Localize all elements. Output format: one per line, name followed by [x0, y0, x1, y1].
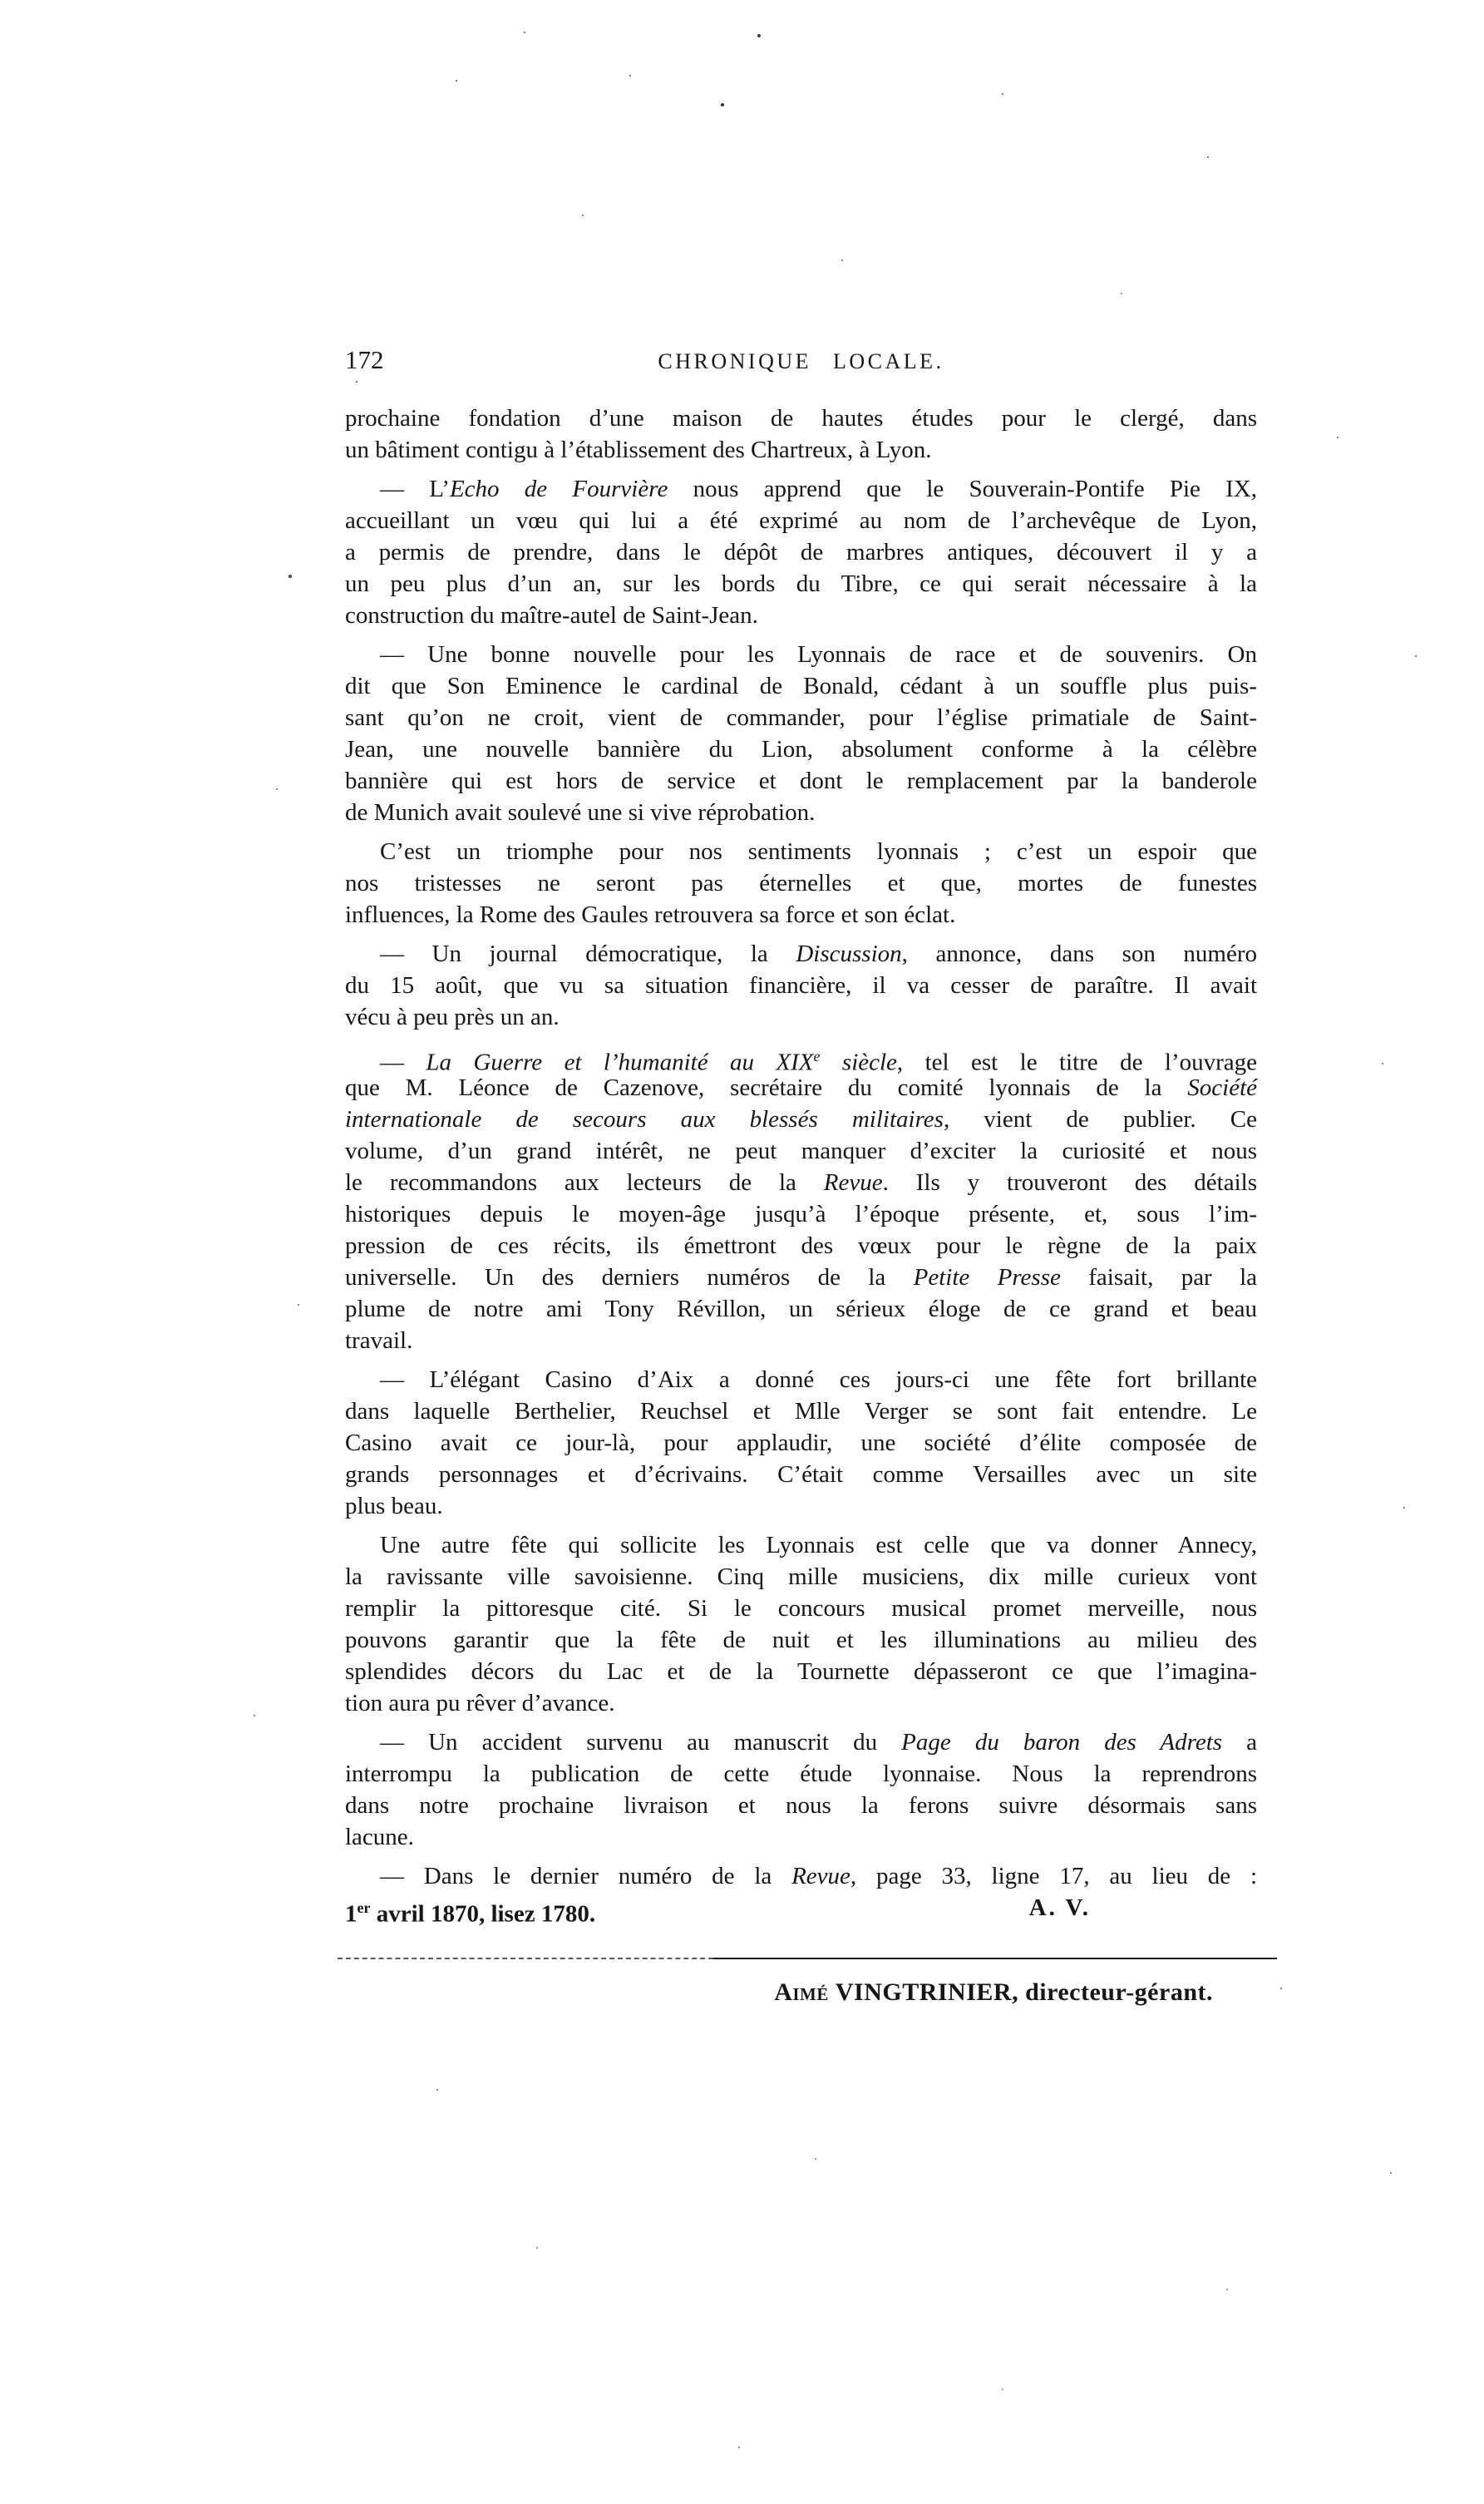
page-header: [345, 344, 1257, 379]
text-segment: avril 1870, lisez 1780.: [370, 1900, 596, 1928]
text-line: [345, 1001, 1257, 1033]
text-line: [345, 639, 1257, 670]
text-segment: C’est un triomphe pour nos sentiments lyonnais ; c’est un espoir que: [380, 838, 1257, 865]
text-segment: Discussion: [796, 941, 902, 967]
text-line: [345, 1593, 1257, 1624]
text-segment: Revue: [791, 1863, 850, 1889]
scan-noise: [0, 0, 2, 2]
paragraph: [345, 1529, 1257, 1719]
text-line: [345, 1262, 1257, 1293]
footer-rule-dashed-part: [338, 1958, 713, 1960]
text-segment: Revue: [823, 1169, 883, 1196]
text-segment: prochaine fondation d’une maison de hautes études pour le clergé, dans: [345, 405, 1257, 432]
text-line: [345, 505, 1257, 536]
text-segment: historiques depuis le moyen-âge jusqu’à l’époque présente, et, sous l’im-: [345, 1201, 1257, 1227]
text-line: [345, 1325, 1257, 1356]
text-segment: volume, d’un grand intérêt, ne peut manquer d’exciter la curiosité et nous: [345, 1138, 1257, 1164]
text-segment: —: [380, 1049, 426, 1076]
text-segment: er: [357, 1899, 371, 1916]
text-line: [345, 867, 1257, 899]
text-segment: Une autre fête qui sollicite les Lyonnais est celle que va donner Annecy,: [380, 1532, 1257, 1558]
text-segment: Société: [1187, 1074, 1257, 1101]
text-line: [345, 1072, 1257, 1104]
text-line: [345, 1860, 1257, 1892]
text-segment: Echo de Fourvière: [449, 476, 668, 502]
text-segment: influences, la Rome des Gaules retrouvera sa force et son éclat.: [345, 901, 956, 928]
text-segment: VINGTRINIER: [835, 1978, 1013, 2006]
signature-line: [345, 1976, 1213, 2009]
text-segment: un peu plus d’un an, sur les bords du Tibre, ce qui serait nécessaire à la: [345, 570, 1257, 597]
text-segment: universelle. Un des derniers numéros de la: [345, 1264, 914, 1291]
text-segment: dans laquelle Berthelier, Reuchsel et Mlle Verger se sont fait entendre. Le: [345, 1398, 1257, 1425]
text-segment: interrompu la publication de cette étude lyonnaise. Nous la reprendrons: [345, 1761, 1257, 1787]
text-segment: un bâtiment contigu à l’établissement des Chartreux, à Lyon.: [345, 437, 932, 463]
text-segment: construction du maître-autel de Saint-Jean.: [345, 602, 758, 629]
text-line: [345, 403, 1257, 434]
paragraph: [345, 1860, 1258, 1928]
text-segment: que M. Léonce de Cazenove, secrétaire du comité lyonnais de la: [345, 1074, 1188, 1101]
text-segment: La Guerre et l’humanité au XIX: [426, 1049, 814, 1076]
text-line: [345, 1624, 1257, 1656]
text-line: [345, 1561, 1257, 1593]
text-line: [345, 1529, 1257, 1561]
text-line: [345, 1230, 1257, 1262]
text-segment: sant qu’on ne croit, vient de commander, pour l’église primatiale de Saint-: [345, 704, 1257, 731]
text-line: [345, 1104, 1257, 1135]
text-line: [345, 1687, 1257, 1719]
text-line: [345, 733, 1257, 765]
text-segment: faisait, par la: [1060, 1264, 1258, 1291]
text-segment: Aimé: [774, 1978, 836, 2006]
text-segment: plus beau.: [345, 1493, 443, 1519]
text-line: [345, 1364, 1257, 1395]
text-line: [345, 1427, 1257, 1459]
text-segment: a permis de prendre, dans le dépôt de marbres antiques, découvert il y a: [345, 539, 1257, 565]
text-segment: — Un journal démocratique, la: [380, 941, 796, 967]
text-segment: la ravissante ville savoisienne. Cinq mille musiciens, dix mille curieux vont: [345, 1563, 1257, 1590]
text-line: [345, 1293, 1257, 1325]
text-segment: tion aura pu rêver d’avance.: [345, 1690, 615, 1716]
text-segment: a: [1222, 1729, 1257, 1756]
text-line: [345, 670, 1257, 702]
text-line: [345, 1490, 1257, 1522]
text-segment: e: [813, 1048, 821, 1064]
text-segment: bannière qui est hors de service et dont le remplacement par la banderole: [345, 768, 1257, 794]
paragraph: [345, 473, 1257, 631]
text-segment: — Une bonne nouvelle pour les Lyonnais de race et de souvenirs. On: [380, 641, 1257, 668]
text-segment: . Ils y trouveront des détails: [882, 1169, 1257, 1196]
text-segment: — L’élégant Casino d’Aix a donné ces jours-ci une fête fort brillante: [380, 1366, 1257, 1393]
text-segment: splendides décors du Lac et de la Tournette dépasseront ce que l’imagina-: [345, 1658, 1257, 1685]
text-segment: — L’: [380, 476, 450, 502]
paragraph: [345, 639, 1257, 828]
text-line: [345, 1821, 1257, 1853]
text-segment: dit que Son Eminence le cardinal de Bonald, cédant à un souffle plus puis-: [345, 673, 1257, 699]
text-line: [345, 702, 1257, 733]
text-segment: Jean, une nouvelle bannière du Lion, absolument conforme à la célèbre: [345, 736, 1257, 763]
page-body: [345, 403, 1257, 1931]
text-line: [345, 1040, 1258, 1076]
text-segment: internationale de secours aux blessés militaires: [345, 1106, 944, 1133]
paragraph: [345, 403, 1257, 466]
text-line: [345, 1656, 1257, 1687]
text-segment: — Dans le dernier numéro de la: [380, 1863, 792, 1889]
text-line: [345, 473, 1257, 505]
text-line: [345, 970, 1257, 1001]
footer-rule: [338, 1958, 1277, 1960]
footer-rule-solid-part: [713, 1958, 1277, 1960]
text-line: [345, 1726, 1257, 1758]
text-segment: siècle: [820, 1049, 897, 1076]
text-line: [345, 600, 1257, 631]
text-segment: pouvons garantir que la fête de nuit et les illuminations au milieu des: [345, 1627, 1257, 1653]
paragraph: [345, 1364, 1257, 1522]
text-segment: vécu à peu près un an.: [345, 1004, 560, 1030]
text-segment: accueillant un vœu qui lui a été exprimé au nom de l’archevêque de Lyon,: [345, 507, 1257, 534]
paragraph: [345, 1040, 1257, 1356]
text-line: [345, 938, 1257, 970]
page-number: 172: [345, 345, 384, 374]
text-segment: , vient de publier. Ce: [943, 1106, 1257, 1133]
text-segment: du 15 août, que vu sa situation financière, il va cesser de paraître. Il avait: [345, 972, 1257, 999]
text-segment: , directeur-gérant.: [1012, 1978, 1213, 2006]
text-segment: nos tristesses ne seront pas éternelles et que, mortes de funestes: [345, 870, 1257, 896]
text-segment: , page 33, ligne 17, au lieu de :: [850, 1863, 1258, 1889]
text-segment: , tel est le titre de l’ouvrage: [896, 1049, 1258, 1076]
text-line: [345, 1790, 1257, 1821]
text-segment: pression de ces récits, ils émettront des vœux pour le règne de la paix: [345, 1232, 1257, 1259]
text-segment: — Un accident survenu au manuscrit du: [380, 1729, 902, 1756]
text-segment: le recommandons aux lecteurs de la: [345, 1169, 824, 1196]
text-line: [345, 1198, 1257, 1230]
text-line: [345, 765, 1257, 797]
running-title: CHRONIQUE LOCALE.: [658, 349, 944, 373]
text-line: [345, 434, 1257, 466]
text-line: [345, 1459, 1257, 1490]
text-segment: Page du baron des Adrets: [901, 1729, 1223, 1756]
text-segment: , annonce, dans son numéro: [901, 941, 1257, 967]
text-line: [345, 836, 1257, 867]
text-segment: nous apprend que le Souverain-Pontife Pie IX,: [668, 476, 1257, 502]
text-line: [345, 1167, 1257, 1198]
text-segment: travail.: [345, 1327, 413, 1354]
text-line: [345, 1395, 1257, 1427]
text-line: [345, 797, 1257, 828]
erratum-initials: A. V.: [1028, 1894, 1091, 1921]
text-segment: lacune.: [345, 1824, 414, 1850]
text-line: [345, 1892, 1257, 1928]
paragraph: [345, 938, 1257, 1033]
text-segment: dans notre prochaine livraison et nous la ferons suivre désormais sans: [345, 1792, 1257, 1819]
text-line: [345, 899, 1257, 931]
text-line: [345, 1758, 1257, 1790]
text-line: [345, 1135, 1257, 1167]
text-line: [345, 536, 1257, 568]
text-segment: remplir la pittoresque cité. Si le concours musical promet merveille, nous: [345, 1595, 1257, 1622]
paragraph: [345, 1726, 1257, 1853]
text-line: [345, 568, 1257, 600]
text-segment: 1: [345, 1900, 357, 1928]
paragraph: [345, 836, 1257, 931]
text-segment: Casino avait ce jour-là, pour applaudir, une société d’élite composée de: [345, 1430, 1257, 1456]
text-segment: de Munich avait soulevé une si vive réprobation.: [345, 799, 816, 826]
text-segment: grands personnages et d’écrivains. C’était comme Versailles avec un site: [345, 1461, 1257, 1488]
text-segment: Petite Presse: [913, 1264, 1061, 1291]
text-segment: plume de notre ami Tony Révillon, un sérieux éloge de ce grand et beau: [345, 1296, 1257, 1322]
